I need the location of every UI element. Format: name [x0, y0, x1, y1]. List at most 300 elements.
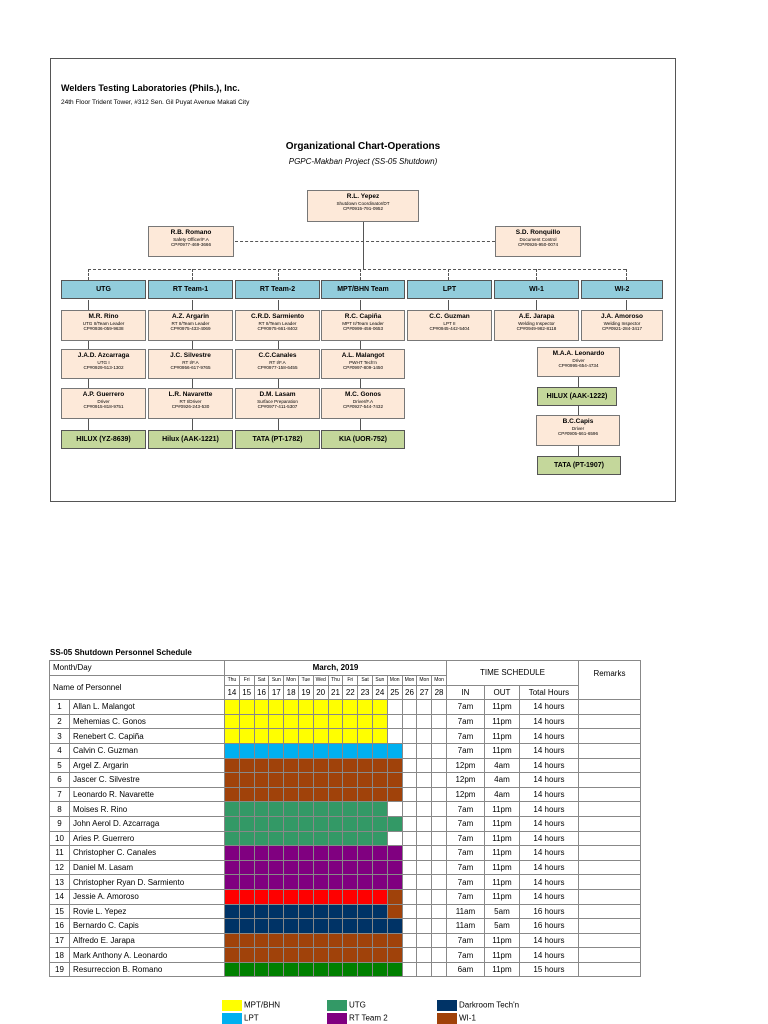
total-hours: 14 hours	[519, 787, 578, 802]
schedule-day-cell	[358, 714, 373, 729]
schedule-day-cell	[358, 729, 373, 744]
org-box: A.P. Guerrero Driver CP#0915-818-9751	[61, 388, 146, 419]
weekday-cell: Fri	[343, 675, 358, 685]
day-number-cell: 22	[343, 685, 358, 700]
row-number: 12	[50, 860, 70, 875]
org-box: J.A. Amoroso Welding Inspector CP#0921-284-3417	[581, 310, 663, 341]
org-box: A.L. Malangot PWHT Tech'n CP#0997-809-1450	[321, 349, 405, 379]
schedule-day-cell	[372, 962, 387, 977]
schedule-day-cell	[328, 729, 343, 744]
day-number-cell: 16	[254, 685, 269, 700]
schedule-day-cell	[284, 889, 299, 904]
total-hours: 15 hours	[519, 962, 578, 977]
schedule-day-cell	[298, 846, 313, 861]
org-box: J.C. Silvestre RT I/F.A CP#0956-617-9765	[148, 349, 233, 379]
schedule-day-cell	[313, 773, 328, 788]
personnel-name: Aries P. Guerrero	[70, 831, 225, 846]
table-row	[50, 714, 641, 729]
legend-swatch	[437, 1000, 457, 1011]
remarks-cell	[578, 714, 640, 729]
schedule-day-cell	[387, 729, 402, 744]
connector	[448, 300, 449, 310]
schedule-day-cell	[432, 729, 447, 744]
schedule-day-cell	[225, 875, 240, 890]
schedule-day-cell	[254, 729, 269, 744]
schedule-day-cell	[402, 933, 417, 948]
legend-swatch	[327, 1000, 347, 1011]
schedule-day-cell	[343, 904, 358, 919]
schedule-day-cell	[402, 743, 417, 758]
org-box: A.Z. Argarin RT II/Team Leader CP#0975-433-4069	[148, 310, 233, 341]
org-box: M.A.A. Leonardo Driver CP#0995-654-4734	[537, 347, 620, 377]
schedule-day-cell	[269, 860, 284, 875]
schedule-day-cell	[284, 758, 299, 773]
schedule-day-cell	[432, 889, 447, 904]
time-out: 11pm	[484, 802, 519, 817]
schedule-day-cell	[239, 904, 254, 919]
schedule-day-cell	[239, 729, 254, 744]
schedule-day-cell	[313, 933, 328, 948]
schedule-day-cell	[372, 875, 387, 890]
personnel-name: John Aerol D. Azcarraga	[70, 816, 225, 831]
schedule-day-cell	[254, 787, 269, 802]
schedule-day-cell	[387, 875, 402, 890]
schedule-day-cell	[358, 758, 373, 773]
row-number: 6	[50, 773, 70, 788]
schedule-day-cell	[402, 846, 417, 861]
schedule-day-cell	[343, 860, 358, 875]
schedule-day-cell	[284, 802, 299, 817]
schedule-day-cell	[298, 743, 313, 758]
time-out: 11pm	[484, 831, 519, 846]
legend-item: UTG	[327, 1000, 366, 1011]
schedule-day-cell	[417, 875, 432, 890]
schedule-day-cell	[402, 758, 417, 773]
day-number-cell: 23	[358, 685, 373, 700]
org-box: C.C. Guzman LPT II CP#0945-442-5404	[407, 310, 492, 341]
schedule-day-cell	[358, 846, 373, 861]
org-box: M.C. Gonos Driver/F.A CP#0927-544-7432	[321, 388, 405, 419]
schedule-day-cell	[328, 948, 343, 963]
time-in: 7am	[446, 802, 484, 817]
schedule-day-cell	[239, 919, 254, 934]
schedule-day-cell	[254, 933, 269, 948]
weekday-cell: Wed	[313, 675, 328, 685]
total-hours: 14 hours	[519, 875, 578, 890]
schedule-day-cell	[328, 773, 343, 788]
schedule-day-cell	[328, 875, 343, 890]
schedule-day-cell	[372, 802, 387, 817]
connector	[363, 222, 364, 269]
schedule-day-cell	[343, 875, 358, 890]
org-box: J.A.D. Azcarraga UTG I CP#0929-513-1302	[61, 349, 146, 379]
schedule-day-cell	[358, 962, 373, 977]
schedule-day-cell	[239, 714, 254, 729]
total-hours: 14 hours	[519, 700, 578, 715]
schedule-day-cell	[284, 816, 299, 831]
schedule-day-cell	[343, 889, 358, 904]
table-row	[50, 962, 641, 977]
schedule-day-cell	[432, 875, 447, 890]
schedule-day-cell	[269, 919, 284, 934]
schedule-day-cell	[417, 846, 432, 861]
time-in: 7am	[446, 860, 484, 875]
schedule-day-cell	[269, 700, 284, 715]
total-hours: 14 hours	[519, 860, 578, 875]
time-out: 11pm	[484, 816, 519, 831]
dashed-connector	[448, 269, 449, 280]
day-number-cell: 15	[239, 685, 254, 700]
schedule-day-cell	[269, 758, 284, 773]
time-out: 11pm	[484, 743, 519, 758]
schedule-day-cell	[417, 729, 432, 744]
schedule-day-cell	[372, 758, 387, 773]
schedule-day-cell	[372, 714, 387, 729]
schedule-day-cell	[254, 700, 269, 715]
weekday-cell: Sat	[254, 675, 269, 685]
schedule-day-cell	[387, 889, 402, 904]
row-number: 9	[50, 816, 70, 831]
schedule-day-cell	[432, 743, 447, 758]
personnel-name: Moises R. Rino	[70, 802, 225, 817]
weekday-cell: Mon	[402, 675, 417, 685]
time-out: 11pm	[484, 714, 519, 729]
schedule-day-cell	[432, 860, 447, 875]
total-hours: 14 hours	[519, 743, 578, 758]
schedule-day-cell	[358, 948, 373, 963]
schedule-day-cell	[269, 743, 284, 758]
schedule-day-cell	[387, 802, 402, 817]
schedule-day-cell	[313, 875, 328, 890]
org-box: M.R. Rino UTG II/Team Leader CP#0936-059-9638	[61, 310, 146, 341]
schedule-day-cell	[225, 758, 240, 773]
schedule-day-cell	[402, 875, 417, 890]
time-in: 12pm	[446, 758, 484, 773]
schedule-day-cell	[402, 860, 417, 875]
remarks-cell	[578, 743, 640, 758]
legend-item: LPT	[222, 1013, 259, 1024]
time-in: 6am	[446, 962, 484, 977]
schedule-day-cell	[328, 919, 343, 934]
time-in: 7am	[446, 889, 484, 904]
schedule-day-cell	[269, 714, 284, 729]
schedule-day-cell	[284, 831, 299, 846]
row-number: 17	[50, 933, 70, 948]
schedule-day-cell	[432, 904, 447, 919]
personnel-name: Leonardo R. Navarette	[70, 787, 225, 802]
table-row	[50, 948, 641, 963]
org-chart-frame	[50, 58, 676, 502]
schedule-day-cell	[239, 787, 254, 802]
schedule-day-cell	[313, 919, 328, 934]
schedule-day-cell	[284, 904, 299, 919]
row-number: 5	[50, 758, 70, 773]
schedule-day-cell	[372, 889, 387, 904]
time-out: 11pm	[484, 846, 519, 861]
schedule-day-cell	[343, 962, 358, 977]
team-rt-1: RT Team-1	[148, 280, 233, 299]
time-out: 11pm	[484, 889, 519, 904]
dashed-connector	[626, 269, 627, 280]
schedule-day-cell	[402, 904, 417, 919]
month-label: March, 2019	[225, 661, 447, 676]
schedule-day-cell	[328, 831, 343, 846]
schedule-day-cell	[239, 816, 254, 831]
schedule-day-cell	[225, 948, 240, 963]
schedule-day-cell	[358, 773, 373, 788]
remarks-cell	[578, 846, 640, 861]
schedule-day-cell	[328, 860, 343, 875]
day-number-cell: 24	[372, 685, 387, 700]
schedule-day-cell	[254, 904, 269, 919]
schedule-day-cell	[313, 787, 328, 802]
day-number-cell: 19	[298, 685, 313, 700]
schedule-day-cell	[387, 773, 402, 788]
schedule-day-cell	[269, 962, 284, 977]
schedule-day-cell	[298, 816, 313, 831]
schedule-day-cell	[269, 948, 284, 963]
personnel-name: Alfredo E. Jarapa	[70, 933, 225, 948]
row-number: 13	[50, 875, 70, 890]
schedule-day-cell	[417, 773, 432, 788]
schedule-day-cell	[225, 714, 240, 729]
time-in: 7am	[446, 846, 484, 861]
schedule-day-cell	[313, 743, 328, 758]
legend-item: MPT/BHN	[222, 1000, 280, 1011]
schedule-day-cell	[417, 787, 432, 802]
schedule-day-cell	[432, 802, 447, 817]
time-in: 12pm	[446, 773, 484, 788]
schedule-day-cell	[269, 802, 284, 817]
schedule-day-cell	[254, 875, 269, 890]
row-number: 10	[50, 831, 70, 846]
personnel-name: Jessie A. Amoroso	[70, 889, 225, 904]
schedule-day-cell	[343, 933, 358, 948]
legend-item: WI-1	[437, 1013, 476, 1024]
schedule-day-cell	[417, 904, 432, 919]
schedule-day-cell	[343, 846, 358, 861]
time-out: 5am	[484, 919, 519, 934]
schedule-day-cell	[225, 802, 240, 817]
month-day-label: Month/Day	[50, 661, 225, 676]
table-row	[50, 758, 641, 773]
schedule-day-cell	[298, 831, 313, 846]
schedule-day-cell	[402, 714, 417, 729]
day-number-cell: 20	[313, 685, 328, 700]
schedule-day-cell	[298, 773, 313, 788]
schedule-day-cell	[432, 831, 447, 846]
table-row	[50, 743, 641, 758]
remarks-cell	[578, 875, 640, 890]
schedule-day-cell	[298, 962, 313, 977]
schedule-day-cell	[328, 787, 343, 802]
schedule-day-cell	[298, 758, 313, 773]
personnel-name: Christopher C. Canales	[70, 846, 225, 861]
schedule-day-cell	[313, 889, 328, 904]
total-hours: 14 hours	[519, 816, 578, 831]
schedule-day-cell	[402, 948, 417, 963]
weekday-cell: Mon	[387, 675, 402, 685]
weekday-cell: Mon	[284, 675, 299, 685]
remarks-cell	[578, 831, 640, 846]
total-hours: 16 hours	[519, 919, 578, 934]
day-number-cell: 27	[417, 685, 432, 700]
org-box-coordinator: R.L. Yepez Shutdown Coordinator/DT CP#0915-791-0952	[307, 190, 419, 222]
schedule-day-cell	[432, 758, 447, 773]
schedule-day-cell	[372, 919, 387, 934]
schedule-day-cell	[343, 714, 358, 729]
schedule-day-cell	[417, 802, 432, 817]
schedule-day-cell	[284, 787, 299, 802]
time-in: 7am	[446, 948, 484, 963]
remarks-cell	[578, 889, 640, 904]
row-number: 2	[50, 714, 70, 729]
schedule-day-cell	[225, 889, 240, 904]
dashed-connector	[88, 269, 89, 280]
schedule-day-cell	[254, 919, 269, 934]
schedule-day-cell	[254, 802, 269, 817]
schedule-day-cell	[298, 889, 313, 904]
table-row	[50, 846, 641, 861]
schedule-day-cell	[432, 948, 447, 963]
schedule-day-cell	[298, 700, 313, 715]
schedule-day-cell	[432, 816, 447, 831]
row-number: 7	[50, 787, 70, 802]
company-name: Welders Testing Laboratories (Phils.), Inc.	[61, 83, 240, 93]
schedule-day-cell	[239, 802, 254, 817]
schedule-day-cell	[372, 860, 387, 875]
schedule-day-cell	[269, 875, 284, 890]
schedule-day-cell	[343, 802, 358, 817]
table-row	[50, 919, 641, 934]
personnel-name: Rovie L. Yepez	[70, 904, 225, 919]
row-number: 15	[50, 904, 70, 919]
time-schedule-label: TIME SCHEDULE	[446, 661, 578, 686]
legend-swatch	[327, 1013, 347, 1024]
schedule-day-cell	[343, 758, 358, 773]
schedule-day-cell	[372, 933, 387, 948]
name-label: Name of Personnel	[50, 675, 225, 700]
schedule-day-cell	[402, 773, 417, 788]
schedule-day-cell	[284, 933, 299, 948]
table-row	[50, 831, 641, 846]
schedule-day-cell	[298, 933, 313, 948]
schedule-day-cell	[402, 729, 417, 744]
schedule-day-cell	[358, 831, 373, 846]
time-out: 4am	[484, 787, 519, 802]
legend-item: RT Team 2	[327, 1013, 388, 1024]
schedule-day-cell	[417, 962, 432, 977]
weekday-cell: Thu	[328, 675, 343, 685]
personnel-name: Daniel M. Lasam	[70, 860, 225, 875]
team-mpt-bhn: MPT/BHN Team	[321, 280, 405, 299]
schedule-day-cell	[387, 919, 402, 934]
org-box: L.R. Navarette RT I/Driver CP#0926-243-530	[148, 388, 233, 419]
time-in: 7am	[446, 714, 484, 729]
schedule-day-cell	[432, 714, 447, 729]
schedule-day-cell	[254, 816, 269, 831]
schedule-day-cell	[313, 802, 328, 817]
schedule-day-cell	[387, 933, 402, 948]
personnel-name: Mark Anthony A. Leonardo	[70, 948, 225, 963]
personnel-name: Argel Z. Argarin	[70, 758, 225, 773]
org-box: B.C.Capis Driver CP#0905-661-6596	[536, 415, 620, 446]
row-number: 1	[50, 700, 70, 715]
schedule-day-cell	[298, 904, 313, 919]
schedule-day-cell	[328, 962, 343, 977]
org-box: C.C.Canales RT I/F.A CP#0977-158-6455	[235, 349, 320, 379]
legend-swatch	[222, 1013, 242, 1024]
schedule-day-cell	[239, 875, 254, 890]
schedule-day-cell	[254, 758, 269, 773]
schedule-day-cell	[313, 860, 328, 875]
time-out: 11pm	[484, 948, 519, 963]
schedule-day-cell	[313, 729, 328, 744]
schedule-day-cell	[254, 714, 269, 729]
legend-swatch	[437, 1013, 457, 1024]
table-row	[50, 802, 641, 817]
schedule-day-cell	[269, 933, 284, 948]
time-out: 11pm	[484, 729, 519, 744]
total-hours: 14 hours	[519, 773, 578, 788]
weekday-cell: Sun	[269, 675, 284, 685]
schedule-day-cell	[298, 875, 313, 890]
time-out: 11pm	[484, 875, 519, 890]
schedule-day-cell	[284, 962, 299, 977]
schedule-day-cell	[432, 700, 447, 715]
schedule-day-cell	[284, 919, 299, 934]
time-out: 11pm	[484, 700, 519, 715]
dashed-connector	[192, 269, 193, 280]
schedule-day-cell	[358, 933, 373, 948]
schedule-day-cell	[254, 743, 269, 758]
schedule-table	[49, 660, 641, 977]
schedule-day-cell	[313, 714, 328, 729]
schedule-day-cell	[225, 831, 240, 846]
schedule-day-cell	[402, 700, 417, 715]
table-row	[50, 729, 641, 744]
schedule-day-cell	[372, 831, 387, 846]
schedule-day-cell	[284, 714, 299, 729]
schedule-day-cell	[417, 714, 432, 729]
schedule-day-cell	[372, 846, 387, 861]
out-header: OUT	[484, 685, 519, 700]
schedule-day-cell	[328, 933, 343, 948]
remarks-cell	[578, 816, 640, 831]
schedule-day-cell	[402, 962, 417, 977]
schedule-day-cell	[239, 773, 254, 788]
weekday-cell: Tue	[298, 675, 313, 685]
schedule-day-cell	[432, 773, 447, 788]
total-hours: 14 hours	[519, 729, 578, 744]
connector	[536, 300, 537, 310]
team-wi-1: WI-1	[494, 280, 579, 299]
remarks-cell	[578, 933, 640, 948]
company-address: 24th Floor Trident Tower, #312 Sen. Gil Puyat Avenue Makati City	[61, 99, 250, 106]
schedule-day-cell	[372, 948, 387, 963]
schedule-day-cell	[298, 787, 313, 802]
personnel-name: Calvin C. Guzman	[70, 743, 225, 758]
schedule-day-cell	[372, 816, 387, 831]
table-row	[50, 860, 641, 875]
schedule-day-cell	[284, 773, 299, 788]
schedule-day-cell	[284, 948, 299, 963]
weekday-cell: Sun	[372, 675, 387, 685]
time-in: 7am	[446, 700, 484, 715]
dashed-connector	[536, 269, 537, 280]
schedule-day-cell	[254, 948, 269, 963]
schedule-day-cell	[298, 802, 313, 817]
